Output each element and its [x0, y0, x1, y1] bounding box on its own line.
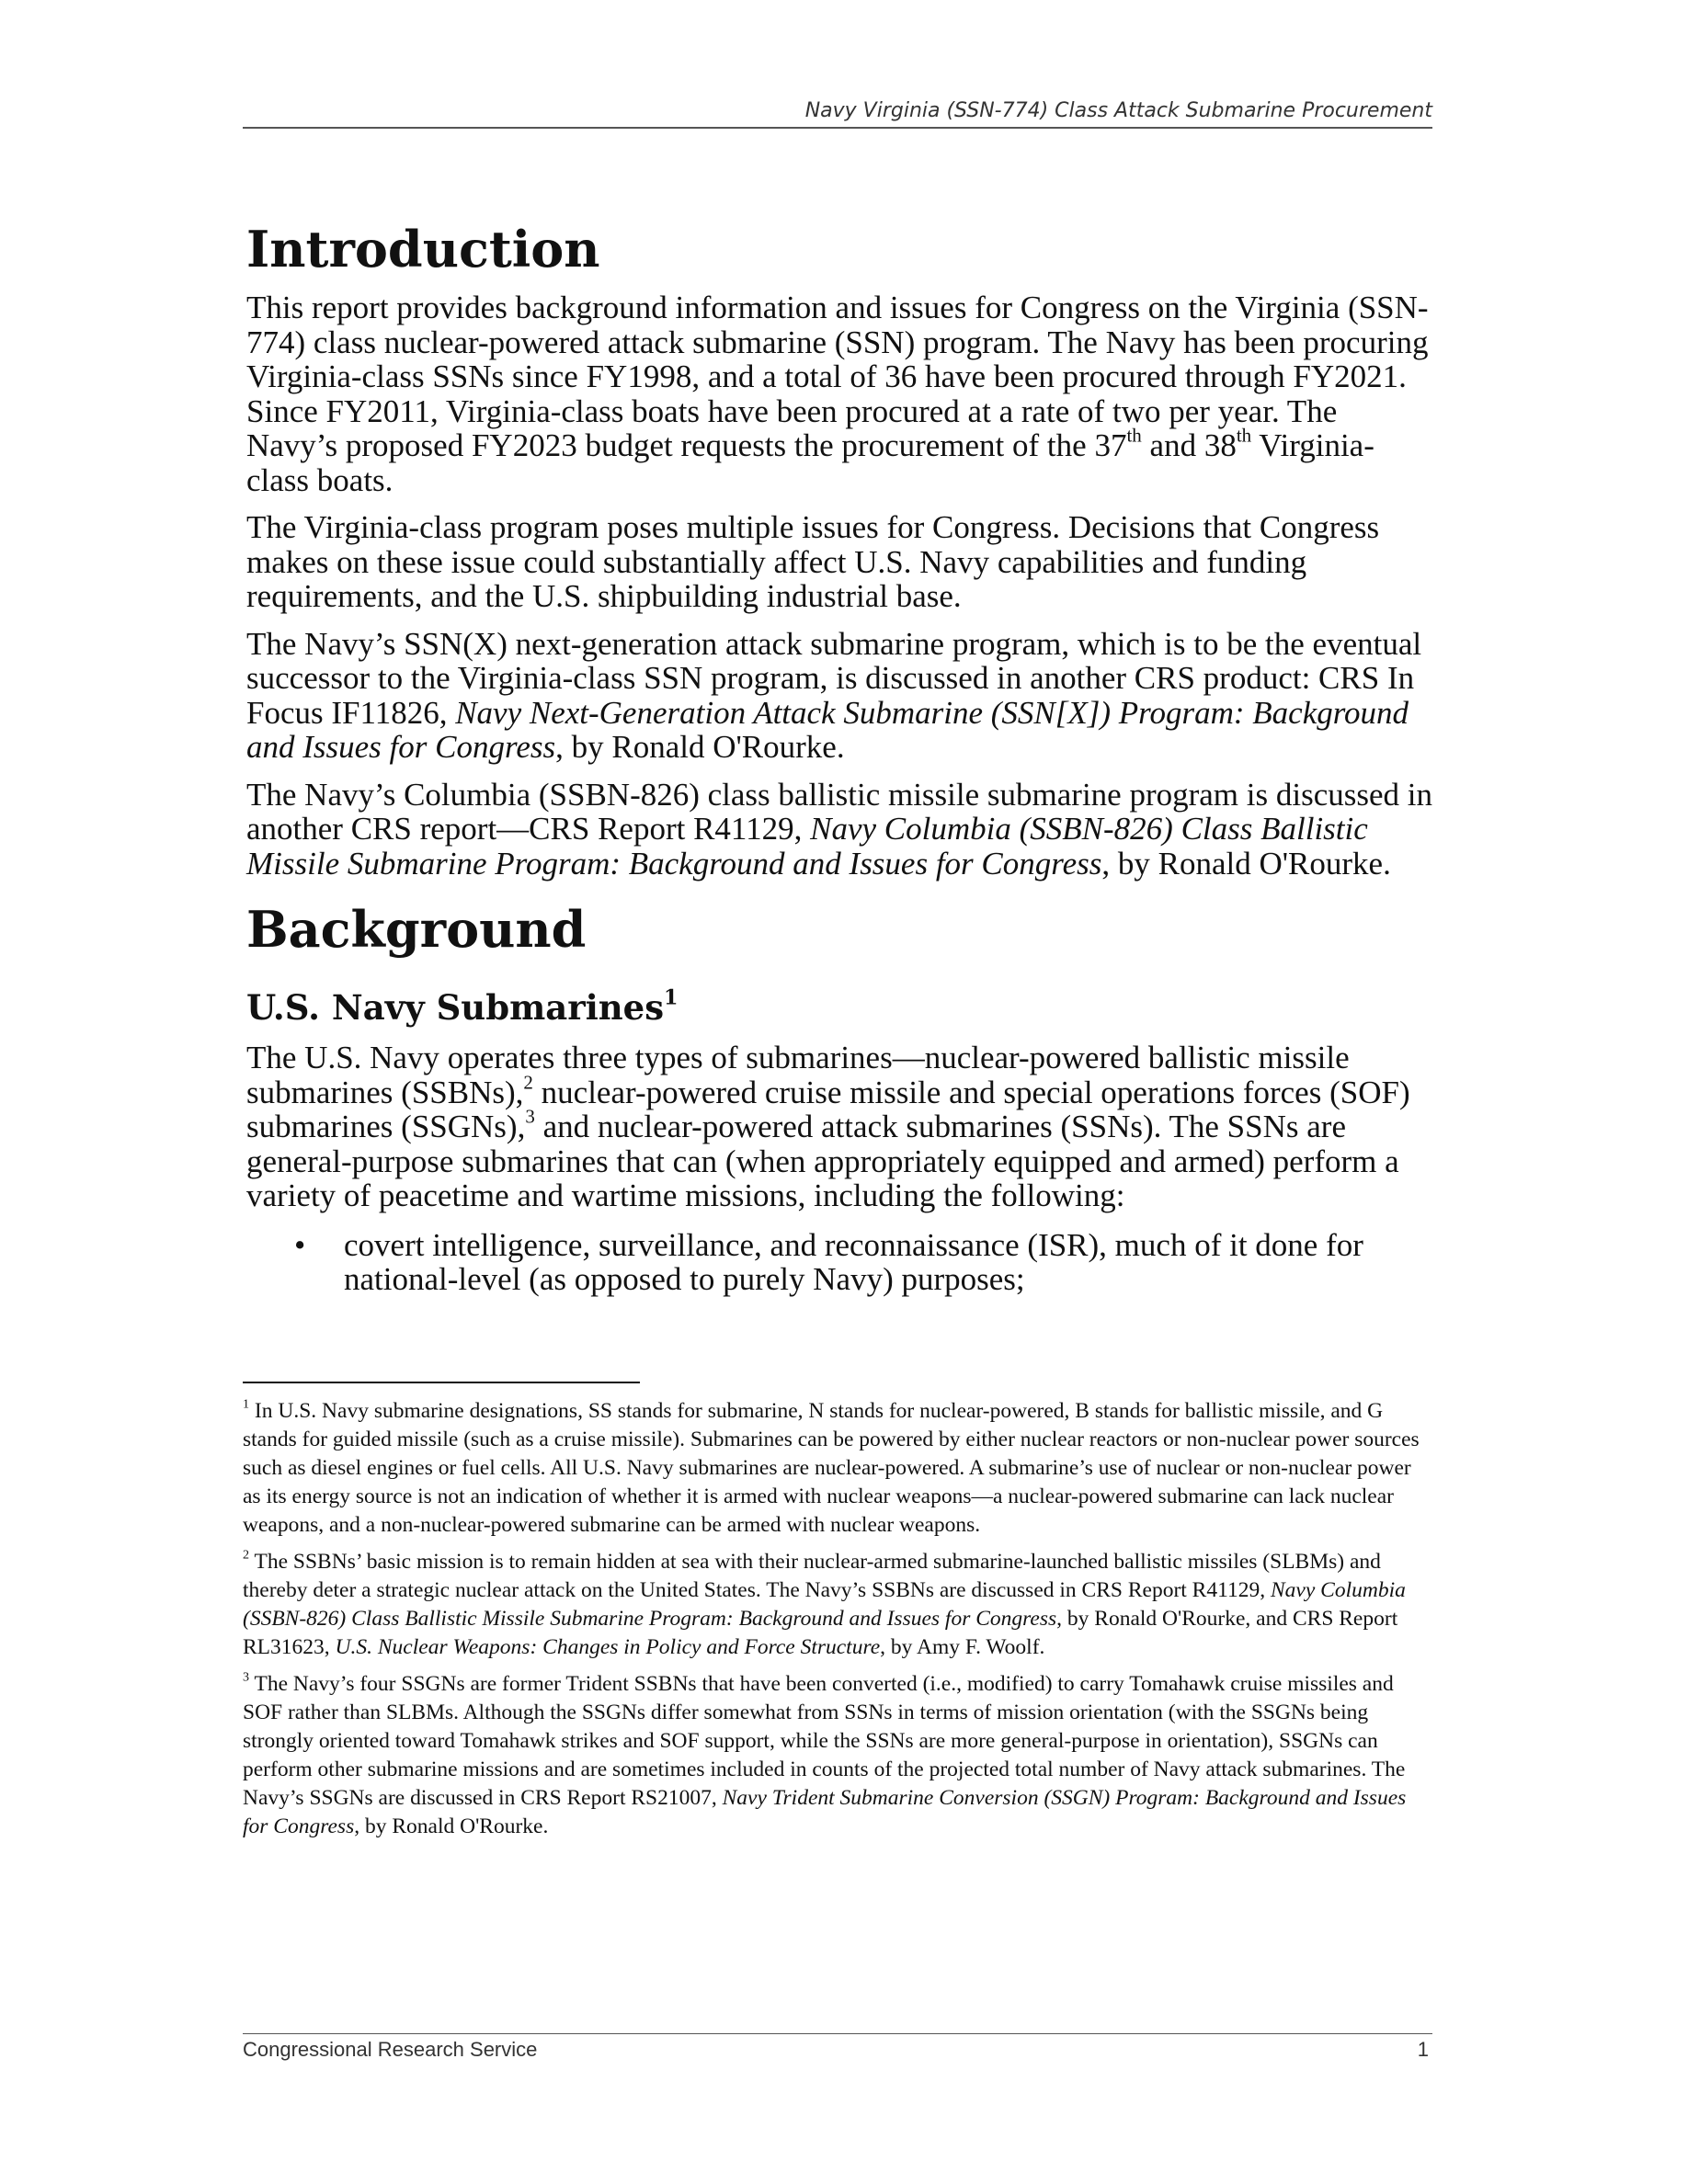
footnote-number: 2 — [243, 1547, 250, 1563]
superscript-th: th — [1236, 424, 1252, 447]
bullet-text: covert intelligence, surveillance, and reconnaissance (ISR), much of it done for national-level (as opposed to purely Navy) purposes; — [344, 1226, 1363, 1298]
footnote-ref-2[interactable]: 2 — [523, 1071, 533, 1094]
running-header — [243, 92, 1432, 129]
superscript-th: th — [1126, 424, 1142, 447]
bullet-item — [246, 1228, 1432, 1297]
footnote-3: $^3$ The Navy’s four SSGNs are former Trident SSBNs that have been converted (i.e., modified) to carry Tomahawk cruise missiles and SOF rather than SLBMs. Although the SSGNs differ somewhat from SSNs in terms of mission orientation (with the SSGNs being strongly oriented toward Tomahawk strikes and SOF support, while the SSNs are more general-purpose in orientation), SSGNs can perform other submarine missions and are sometimes included in counts of the projected total number of Navy attack submarines. The Navy’s SSGNs are discussed in CRS Report RS21007, Navy Trident Submarine Conversion (SSGN) Program: Background and Issues for Congress, by Ronald O'Rourke. — [243, 1669, 1407, 1838]
page-footer — [243, 2033, 1432, 2062]
submarines-subheading: U.S. Navy Submarines$^1$ — [246, 985, 679, 1029]
footnote-ref-3[interactable]: 3 — [525, 1105, 535, 1128]
report-title: Navy Next-Generation Attack Submarine (SSN[X]) Program: Background and Issues for Congress — [246, 694, 1409, 766]
report-title: U.S. Nuclear Weapons: Changes in Policy and Force Structure — [335, 1635, 881, 1659]
footer-org: Congressional Research Service — [243, 2038, 538, 2061]
intro-paragraph-1: This report provides background information and issues for Congress on the Virginia (SSN-774) class nuclear-powered attack submarine (SSN) program. The Navy has been procuring Virginia-class SSNs since FY1998, and a total of 36 have been procured through FY2021. Since FY2011, Virginia-class boats have been procured at a rate of two per year. The Navy’s proposed FY2023 budget requests the procurement of the 37th and 38th Virginia-class boats. — [246, 290, 1429, 498]
footnote-number: 1 — [243, 1396, 250, 1412]
intro-paragraph-4: The Navy’s Columbia (SSBN-826) class ballistic missile submarine program is discussed in another CRS report—CRS Report R41129, Navy Columbia (SSBN-826) Class Ballistic Missile Submarine Program: Background and Issues for Congress, by Ronald O'Rourke. — [246, 776, 1432, 882]
footnote-ref-1[interactable]: 1 — [664, 985, 679, 1010]
report-title: Navy Columbia (SSBN-826) Class Ballistic Missile Submarine Program: Background and Issues for Congress — [246, 811, 1368, 882]
intro-paragraph-2: The Virginia-class program poses multiple issues for Congress. Decisions that Congress makes on these issue could substantially affect U.S. Navy capabilities and funding requirements, and the U.S. shipbuilding industrial base. — [246, 509, 1380, 615]
running-header-title: Navy Virginia (SSN-774) Class Attack Submarine Procurement — [804, 99, 1432, 122]
bullet-icon: • — [294, 1226, 306, 1263]
main-content — [246, 221, 1432, 1297]
intro-paragraph-3: The Navy’s SSN(X) next-generation attack submarine program, which is to be the eventual successor to the Virginia-class SSN program, is discussed in another CRS product: CRS In Focus IF11826, Navy Next-Generation Attack Submarine (SSN[X]) Program: Background and Issues for Congress, by Ronald O'Rourke. — [246, 625, 1422, 766]
report-title: Navy Columbia (SSBN-826) Class Ballistic Missile Submarine Program: Background and Issues for Congress — [243, 1578, 1406, 1631]
footnote-divider — [243, 1382, 640, 1383]
report-title: Navy Trident Submarine Conversion (SSGN) Program: Background and Issues for Congress — [243, 1786, 1407, 1838]
footnote-number: 3 — [243, 1669, 250, 1685]
background-heading: Background — [246, 900, 587, 960]
footnote-2: $^2$ The SSBNs’ basic mission is to remain hidden at sea with their nuclear-armed submarine-launched ballistic missiles (SLBMs) and thereby deter a strategic nuclear attack on the United States. The Navy’s SSBNs are discussed in CRS Report R41129, Navy Columbia (SSBN-826) Class Ballistic Missile Submarine Program: Background and Issues for Congress, by Ronald O'Rourke, and CRS Report RL31623, U.S. Nuclear Weapons: Changes in Policy and Force Structure, by Amy F. Woolf. — [243, 1547, 1406, 1659]
introduction-heading: Introduction — [246, 220, 600, 279]
background-paragraph-1: The U.S. Navy operates three types of submarines—nuclear-powered ballistic missile submarines (SSBNs),$^2$ nuclear-powered cruise missile and special operations forces (SOF) submarines (SSGNs),$^3$ and nuclear-powered attack submarines (SSNs). The SSNs are general-purpose submarines that can (when appropriately equipped and armed) perform a variety of peacetime and wartime missions, including the following: — [246, 1040, 1410, 1214]
page-number: 1 — [1417, 2038, 1429, 2061]
footnotes — [243, 1397, 1434, 1849]
footnote-1: $^1$ In U.S. Navy submarine designations, SS stands for submarine, N stands for nuclear-powered, B stands for ballistic missile, and G stands for guided missile (such as a cruise missile). Submarines can be powered by either nuclear reactors or non-nuclear power sources such as diesel engines or fuel cells. All U.S. Navy submarines are nuclear-powered. A submarine’s use of nuclear or non-nuclear power as its energy source is not an indication of whether it is armed with nuclear weapons—a nuclear-powered submarine can lack nuclear weapons, and a non-nuclear-powered submarine can be armed with nuclear weapons. — [243, 1396, 1420, 1537]
